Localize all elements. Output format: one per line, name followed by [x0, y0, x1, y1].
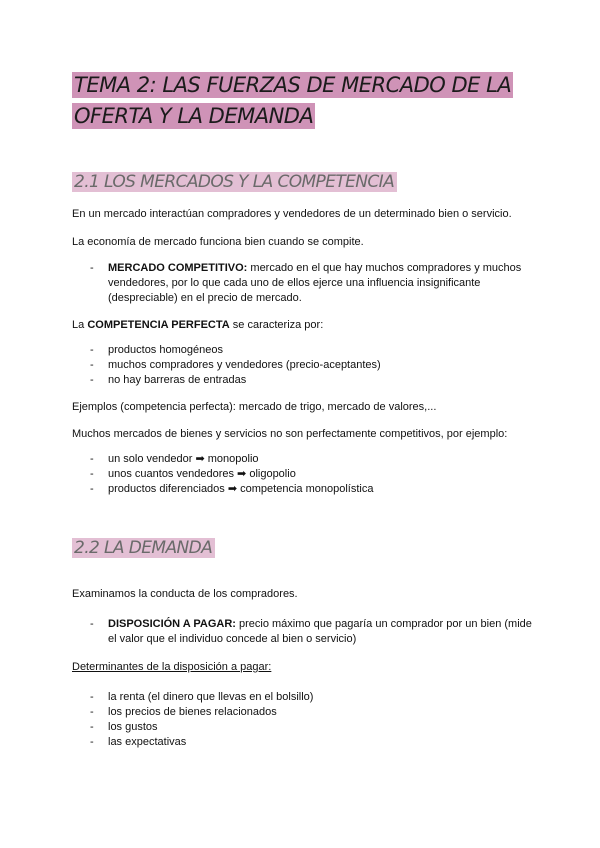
- paragraph-examples: Ejemplos (competencia perfecta): mercado de trigo, mercado de valores,...: [72, 401, 437, 413]
- definition-term: DISPOSICIÓN A PAGAR:: [108, 618, 236, 630]
- list-item: - no hay barreras de entradas: [90, 374, 247, 386]
- paragraph-intro-1: En un mercado interactúan compradores y vendedores de un determinado bien o servicio.: [72, 208, 512, 220]
- arrow-icon: ➡: [195, 453, 205, 465]
- list-item: - los gustos: [90, 721, 158, 733]
- list-item: - muchos compradores y vendedores (precio-aceptantes): [90, 359, 381, 371]
- determinants-heading: Determinantes de la disposición a pagar:: [72, 661, 272, 673]
- arrow-icon: ➡: [237, 468, 247, 480]
- list-item: - unos cuantos vendedores ➡ oligopolio: [90, 468, 296, 480]
- list-item: - productos homogéneos: [90, 344, 223, 356]
- definition-text: mercado en el que hay muchos compradores y muchos vendedores, por lo que cada uno de ellos ejerce una influencia insignificante (despreciable) en el precio de mercado.: [108, 262, 522, 304]
- arrow-icon: ➡: [227, 483, 238, 495]
- list-item: - los precios de bienes relacionados: [90, 706, 277, 718]
- paragraph-demanda-intro: Examinamos la conducta de los compradores.: [72, 588, 298, 600]
- definition-term: MERCADO COMPETITIVO:: [108, 262, 248, 274]
- definition-mercado-competitivo: [90, 261, 530, 306]
- paragraph-competencia-perfecta: La COMPETENCIA PERFECTA se caracteriza por:: [72, 319, 324, 331]
- list-item: - la renta (el dinero que llevas en el bolsillo): [90, 691, 314, 703]
- term-competencia-perfecta: COMPETENCIA PERFECTA: [87, 319, 230, 331]
- paragraph-noncompetitive: Muchos mercados de bienes y servicios no son perfectamente competitivos, por ejemplo:: [72, 428, 508, 440]
- list-item: - las expectativas: [90, 736, 187, 748]
- section-heading-mercados: 2.1 LOS MERCADOS Y LA COMPETENCIA: [72, 170, 397, 194]
- title-highlight: TEMA 2: LAS FUERZAS DE MERCADO DE LA OFERTA Y LA DEMANDA: [74, 73, 512, 128]
- paragraph-intro-2: La economía de mercado funciona bien cuando se compite.: [72, 236, 364, 248]
- section-heading-demanda: 2.2 LA DEMANDA: [72, 536, 215, 560]
- list-item: - un solo vendedor ➡ monopolio: [90, 453, 259, 465]
- definition-disposicion-a-pagar: - DISPOSICIÓN A PAGAR: precio máximo que pagaría un comprador por un bien (mide el valor que el individuo concede al bien o servicio): [90, 618, 532, 645]
- definition-text: precio máximo que pagaría un comprador por un bien (mide el valor que el individuo concede al bien o servicio): [108, 618, 532, 645]
- page-title: [72, 70, 534, 132]
- bullet-dash: -: [90, 262, 94, 274]
- list-item: - productos diferenciados ➡ competencia monopolística: [90, 483, 374, 495]
